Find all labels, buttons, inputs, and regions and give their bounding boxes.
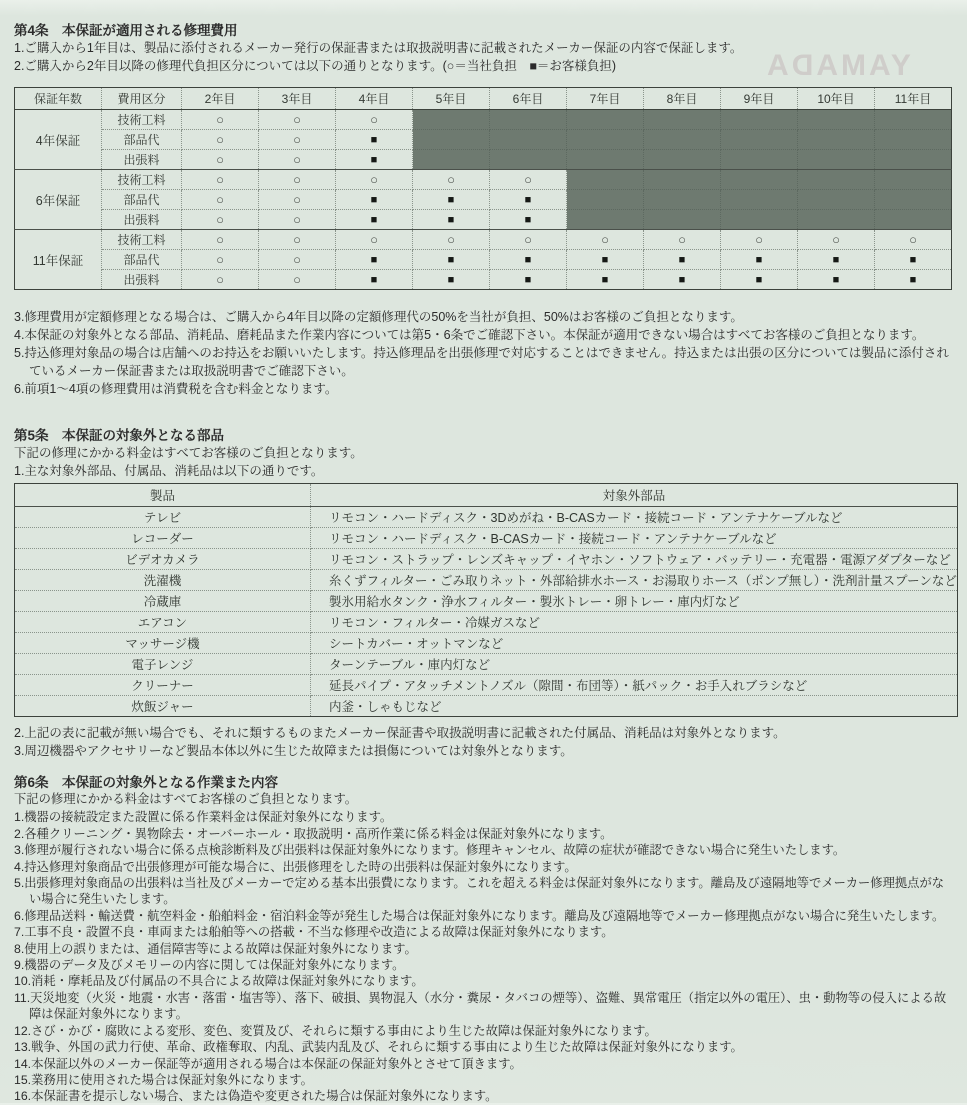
coverage-cell bbox=[798, 190, 875, 210]
table-row bbox=[15, 696, 958, 717]
coverage-cell: ■ bbox=[721, 250, 798, 270]
coverage-header-cell: 3年目 bbox=[259, 88, 336, 110]
doc-line: 4.本保証の対象外となる部品、消耗品、磨耗品また作業内容については第5・6条でご確認下さい。本保証が適用できない場合はすべてお客様のご負担となります。 bbox=[14, 328, 925, 342]
coverage-cell bbox=[721, 210, 798, 230]
doc-line: 6.修理品送料・輸送費・航空料金・船舶料金・宿泊料金等が発生した場合は保証対象外になります。離島及び遠隔地等でメーカー修理拠点がない場合に発生いたします。 bbox=[14, 908, 945, 923]
doc-line: 2.各種クリーニング・異物除去・オーバーホール・取扱説明・高所作業に係る料金は保証対象外になります。 bbox=[14, 826, 613, 841]
coverage-cell: ○ bbox=[721, 230, 798, 250]
coverage-cell: ○ bbox=[182, 170, 259, 190]
article-5-title: 第5条 本保証の対象外となる部品 bbox=[14, 428, 225, 443]
coverage-cell bbox=[721, 110, 798, 130]
coverage-cell: ■ bbox=[413, 190, 490, 210]
excluded-parts-cell: 糸くずフィルター・ごみ取りネット・外部給排水ホース・お湯取りホース（ポンプ無し）・洗剤計量スプーンなど bbox=[311, 570, 958, 591]
excluded-parts-cell: シートカバー・オットマンなど bbox=[311, 633, 958, 654]
coverage-cell: ○ bbox=[336, 170, 413, 190]
cost-category-label: 部品代 bbox=[102, 130, 182, 150]
coverage-header-cell: 10年目 bbox=[798, 88, 875, 110]
table-row bbox=[15, 150, 952, 170]
coverage-cell bbox=[644, 170, 721, 190]
coverage-header-cell: 4年目 bbox=[336, 88, 413, 110]
coverage-header-cell: 費用区分 bbox=[102, 88, 182, 110]
excluded-parts-cell: ターンテーブル・庫内灯など bbox=[311, 654, 958, 675]
product-name-cell: クリーナー bbox=[15, 675, 311, 696]
coverage-cell: ○ bbox=[259, 130, 336, 150]
coverage-cell bbox=[413, 150, 490, 170]
article-6-intro: 下記の修理にかかる料金はすべてお客様のご負担となります。 bbox=[14, 792, 358, 806]
coverage-header-cell: 6年目 bbox=[490, 88, 567, 110]
coverage-cell: ○ bbox=[413, 170, 490, 190]
doc-line: 14.本保証以外のメーカー保証等が適用される場合は本保証の保証対象外とさせて頂きます。 bbox=[14, 1056, 522, 1071]
coverage-cell: ■ bbox=[336, 190, 413, 210]
coverage-cell bbox=[721, 190, 798, 210]
coverage-header-cell: 7年目 bbox=[567, 88, 644, 110]
coverage-cell: ○ bbox=[336, 230, 413, 250]
coverage-cell: ○ bbox=[798, 230, 875, 250]
article-6-title: 第6条 本保証の対象外となる作業また内容 bbox=[14, 775, 279, 790]
warranty-group-label: 6年保証 bbox=[15, 170, 102, 230]
coverage-cell: ■ bbox=[413, 270, 490, 290]
excluded-parts-cell: 内釜・しゃもじなど bbox=[311, 696, 958, 717]
table-row bbox=[15, 507, 958, 528]
table-row bbox=[15, 210, 952, 230]
product-name-cell: 炊飯ジャー bbox=[15, 696, 311, 717]
coverage-cell: ■ bbox=[644, 270, 721, 290]
excluded-parts-cell: リモコン・フィルター・冷媒ガスなど bbox=[311, 612, 958, 633]
warranty-group-label: 11年保証 bbox=[15, 230, 102, 290]
parts-header-row bbox=[15, 484, 958, 507]
product-name-cell: レコーダー bbox=[15, 528, 311, 549]
coverage-cell bbox=[413, 110, 490, 130]
coverage-cell bbox=[413, 130, 490, 150]
coverage-cell: ■ bbox=[721, 270, 798, 290]
coverage-cell bbox=[798, 110, 875, 130]
coverage-cell: ○ bbox=[644, 230, 721, 250]
article-5 bbox=[14, 428, 957, 760]
coverage-cell: ○ bbox=[490, 170, 567, 190]
coverage-cell: ○ bbox=[259, 270, 336, 290]
coverage-cell: ○ bbox=[259, 230, 336, 250]
table-row bbox=[15, 528, 958, 549]
doc-line: 3.修理費用が定額修理となる場合は、ご購入から4年目以降の定額修理代の50%を当社が負担、50%はお客様のご負担となります。 bbox=[14, 310, 743, 324]
doc-line: 7.工事不良・設置不良・車両または船舶等への搭載・不当な修理や改造による故障は保証対象外になります。 bbox=[14, 925, 614, 940]
article-5-note-1: 1.主な対象外部品、付属品、消耗品は以下の通りです。 bbox=[14, 464, 324, 478]
coverage-cell bbox=[798, 210, 875, 230]
table-row bbox=[15, 633, 958, 654]
table-row bbox=[15, 270, 952, 290]
coverage-cell: ○ bbox=[182, 150, 259, 170]
coverage-cell: ■ bbox=[336, 150, 413, 170]
doc-line: 2.ご購入から2年目以降の修理代負担区分については以下の通りとなります。(○＝当社負担 ■＝お客様負担) bbox=[14, 59, 617, 73]
doc-line: 10.消耗・摩耗品及び付属品の不具合による故障は保証対象外になります。 bbox=[14, 974, 424, 989]
coverage-cell bbox=[798, 130, 875, 150]
product-name-cell: テレビ bbox=[15, 507, 311, 528]
coverage-cell: ■ bbox=[490, 250, 567, 270]
coverage-cell bbox=[644, 110, 721, 130]
excluded-parts-cell: リモコン・ハードディスク・3Dめがね・B-CASカード・接続コード・アンテナケーブルなど bbox=[311, 507, 958, 528]
coverage-header-row bbox=[15, 88, 952, 110]
coverage-cell: ■ bbox=[336, 210, 413, 230]
coverage-cell bbox=[875, 190, 952, 210]
doc-line: 3.修理が履行されない場合に係る点検診断料及び出張料は保証対象外になります。修理キャンセル、故障の症状が確認できない場合に発生いたします。 bbox=[14, 843, 846, 858]
coverage-cell: ○ bbox=[259, 150, 336, 170]
coverage-header-cell: 2年目 bbox=[182, 88, 259, 110]
article-6-items bbox=[14, 809, 953, 1104]
cost-category-label: 部品代 bbox=[102, 250, 182, 270]
coverage-cell bbox=[567, 210, 644, 230]
coverage-cell: ■ bbox=[490, 190, 567, 210]
doc-line: 12.さび・かび・腐敗による変形、変色、変質及び、それらに類する事由により生じた故障は保証対象外になります。 bbox=[14, 1023, 657, 1038]
doc-line: 6.前項1～4項の修理費用は消費税を含む料金となります。 bbox=[14, 382, 338, 396]
excluded-parts-cell: リモコン・ハードディスク・B-CASカード・接続コード・アンテナケーブルなど bbox=[311, 528, 958, 549]
coverage-cell bbox=[644, 210, 721, 230]
article-6 bbox=[14, 775, 953, 1105]
cost-category-label: 技術工料 bbox=[102, 170, 182, 190]
coverage-header-cell: 保証年数 bbox=[15, 88, 102, 110]
coverage-cell bbox=[798, 150, 875, 170]
coverage-cell: ○ bbox=[259, 170, 336, 190]
warranty-group-label: 4年保証 bbox=[15, 110, 102, 170]
product-name-cell: エアコン bbox=[15, 612, 311, 633]
coverage-cell: ■ bbox=[490, 270, 567, 290]
coverage-cell bbox=[875, 110, 952, 130]
product-name-cell: ビデオカメラ bbox=[15, 549, 311, 570]
cost-category-label: 技術工料 bbox=[102, 230, 182, 250]
excluded-parts-cell: 延長パイプ・アタッチメントノズル（隙間・布団等）・紙パック・お手入れブラシなど bbox=[311, 675, 958, 696]
coverage-cell: ○ bbox=[182, 230, 259, 250]
doc-line: 15.業務用に使用された場合は保証対象外になります。 bbox=[14, 1072, 313, 1087]
excluded-parts-table bbox=[14, 483, 958, 717]
coverage-cell bbox=[875, 210, 952, 230]
coverage-cell bbox=[644, 150, 721, 170]
coverage-cell bbox=[875, 170, 952, 190]
coverage-cell: ○ bbox=[567, 230, 644, 250]
coverage-cell: ○ bbox=[182, 130, 259, 150]
table-row bbox=[15, 190, 952, 210]
coverage-cell: ○ bbox=[259, 210, 336, 230]
coverage-cell bbox=[490, 130, 567, 150]
coverage-cell bbox=[721, 150, 798, 170]
coverage-cell bbox=[490, 150, 567, 170]
product-name-cell: マッサージ機 bbox=[15, 633, 311, 654]
coverage-cell: ■ bbox=[413, 210, 490, 230]
table-row bbox=[15, 130, 952, 150]
cost-category-label: 技術工料 bbox=[102, 110, 182, 130]
coverage-cell: ■ bbox=[567, 250, 644, 270]
coverage-cell bbox=[875, 150, 952, 170]
coverage-cell: ○ bbox=[182, 270, 259, 290]
parts-header-cell: 対象外部品 bbox=[311, 484, 958, 507]
coverage-cell: ■ bbox=[490, 210, 567, 230]
table-row bbox=[15, 591, 958, 612]
doc-line: 5.出張修理対象商品の出張料は当社及びメーカーで定める基本出張費になります。これを超える料金は保証対象外になります。離島及び遠隔地等でメーカー修理拠点がない場合に発生いたします。 bbox=[14, 876, 945, 907]
coverage-cell: ■ bbox=[413, 250, 490, 270]
cost-category-label: 出張料 bbox=[102, 210, 182, 230]
yamada-showthrough-watermark: YAMADA bbox=[764, 49, 911, 82]
coverage-header-cell: 8年目 bbox=[644, 88, 721, 110]
doc-line: 16.本保証書を提示しない場合、または偽造や変更された場合は保証対象外になります。 bbox=[14, 1089, 498, 1104]
product-name-cell: 電子レンジ bbox=[15, 654, 311, 675]
doc-line: 4.持込修理対象商品で出張修理が可能な場合に、出張修理をした時の出張料は保証対象外になります。 bbox=[14, 859, 577, 874]
product-name-cell: 洗濯機 bbox=[15, 570, 311, 591]
table-row bbox=[15, 675, 958, 696]
coverage-cell: ○ bbox=[259, 110, 336, 130]
coverage-cell: ■ bbox=[644, 250, 721, 270]
coverage-cell bbox=[567, 150, 644, 170]
table-row bbox=[15, 230, 952, 250]
coverage-cell: ■ bbox=[875, 250, 952, 270]
doc-line: 8.使用上の誤りまたは、通信障害等による故障は保証対象外になります。 bbox=[14, 941, 417, 956]
coverage-header-cell: 11年目 bbox=[875, 88, 952, 110]
doc-line: 2.上記の表に記載が無い場合でも、それに類するものまたメーカー保証書や取扱説明書に記載された付属品、消耗品は対象外となります。 bbox=[14, 726, 786, 740]
article-4 bbox=[14, 23, 953, 398]
coverage-cell: ○ bbox=[875, 230, 952, 250]
doc-line: 1.機器の接続設定また設置に係る作業料金は保証対象外になります。 bbox=[14, 810, 393, 825]
coverage-cell: ■ bbox=[336, 270, 413, 290]
coverage-cell bbox=[721, 170, 798, 190]
coverage-cell: ■ bbox=[875, 270, 952, 290]
doc-line: 9.機器のデータ及びメモリーの内容に関しては保証対象外になります。 bbox=[14, 958, 405, 973]
coverage-cell bbox=[644, 130, 721, 150]
excluded-parts-cell: 製氷用給水タンク・浄水フィルター・製氷トレー・卵トレー・庫内灯など bbox=[311, 591, 958, 612]
warranty-document-page bbox=[0, 23, 967, 1103]
article-5-footnotes bbox=[14, 724, 953, 760]
coverage-cell: ○ bbox=[182, 250, 259, 270]
coverage-cell bbox=[567, 190, 644, 210]
cost-category-label: 出張料 bbox=[102, 270, 182, 290]
parts-header-cell: 製品 bbox=[15, 484, 311, 507]
coverage-cell bbox=[490, 110, 567, 130]
doc-line: 1.ご購入から1年目は、製品に添付されるメーカー発行の保証書または取扱説明書に記載されたメーカー保証の内容で保証します。 bbox=[14, 41, 743, 55]
doc-line: 5.持込修理対象品の場合は店舗へのお持込をお願いいたします。持込修理品を出張修理で対応することはできません。持込または出張の区分については製品に添付されているメーカー保証書または取扱説明書でご確認下さい。 bbox=[14, 346, 949, 378]
coverage-cell bbox=[567, 110, 644, 130]
document-content bbox=[0, 23, 967, 1105]
coverage-cell bbox=[567, 130, 644, 150]
doc-line: 11.天災地変（火災・地震・水害・落雷・塩害等）、落下、破損、異物混入（水分・糞尿・タバコの煙等）、盗難、異常電圧（指定以外の電圧）、虫・動物等の侵入による故障は保証対象外になります。 bbox=[14, 990, 947, 1022]
article-4-intro-notes bbox=[14, 39, 953, 75]
coverage-cell: ○ bbox=[182, 190, 259, 210]
table-row bbox=[15, 654, 958, 675]
coverage-cell: ■ bbox=[567, 270, 644, 290]
coverage-cell: ■ bbox=[336, 250, 413, 270]
article-4-title: 第4条 本保証が適用される修理費用 bbox=[14, 23, 238, 38]
doc-line: 13.戦争、外国の武力行使、革命、政権奪取、内乱、武装内乱及び、それらに類する事由により生じた故障は保証対象外になります。 bbox=[14, 1040, 743, 1055]
coverage-cell: ○ bbox=[182, 110, 259, 130]
coverage-cell bbox=[567, 170, 644, 190]
article-4-footnotes bbox=[14, 308, 953, 398]
coverage-cell bbox=[644, 190, 721, 210]
cost-category-label: 部品代 bbox=[102, 190, 182, 210]
table-row bbox=[15, 570, 958, 591]
coverage-cell: ○ bbox=[259, 190, 336, 210]
coverage-header-cell: 9年目 bbox=[721, 88, 798, 110]
doc-line: 3.周辺機器やアクセサリーなど製品本体以外に生じた故障または損傷については対象外となります。 bbox=[14, 744, 573, 758]
coverage-table bbox=[14, 87, 952, 290]
article-5-intro: 下記の修理にかかる料金はすべてお客様のご負担となります。 bbox=[14, 446, 363, 460]
table-row bbox=[15, 110, 952, 130]
coverage-cell: ■ bbox=[798, 250, 875, 270]
coverage-cell bbox=[798, 170, 875, 190]
coverage-cell bbox=[721, 130, 798, 150]
table-row bbox=[15, 170, 952, 190]
coverage-header-cell: 5年目 bbox=[413, 88, 490, 110]
excluded-parts-cell: リモコン・ストラップ・レンズキャップ・イヤホン・ソフトウェア・バッテリー・充電器・電源アダプターなど bbox=[311, 549, 958, 570]
coverage-cell: ○ bbox=[490, 230, 567, 250]
coverage-cell: ○ bbox=[182, 210, 259, 230]
table-row bbox=[15, 612, 958, 633]
coverage-cell bbox=[875, 130, 952, 150]
coverage-cell: ■ bbox=[798, 270, 875, 290]
coverage-cell: ■ bbox=[336, 130, 413, 150]
table-row bbox=[15, 250, 952, 270]
coverage-cell: ○ bbox=[413, 230, 490, 250]
cost-category-label: 出張料 bbox=[102, 150, 182, 170]
coverage-cell: ○ bbox=[259, 250, 336, 270]
coverage-cell: ○ bbox=[336, 110, 413, 130]
table-row bbox=[15, 549, 958, 570]
product-name-cell: 冷蔵庫 bbox=[15, 591, 311, 612]
